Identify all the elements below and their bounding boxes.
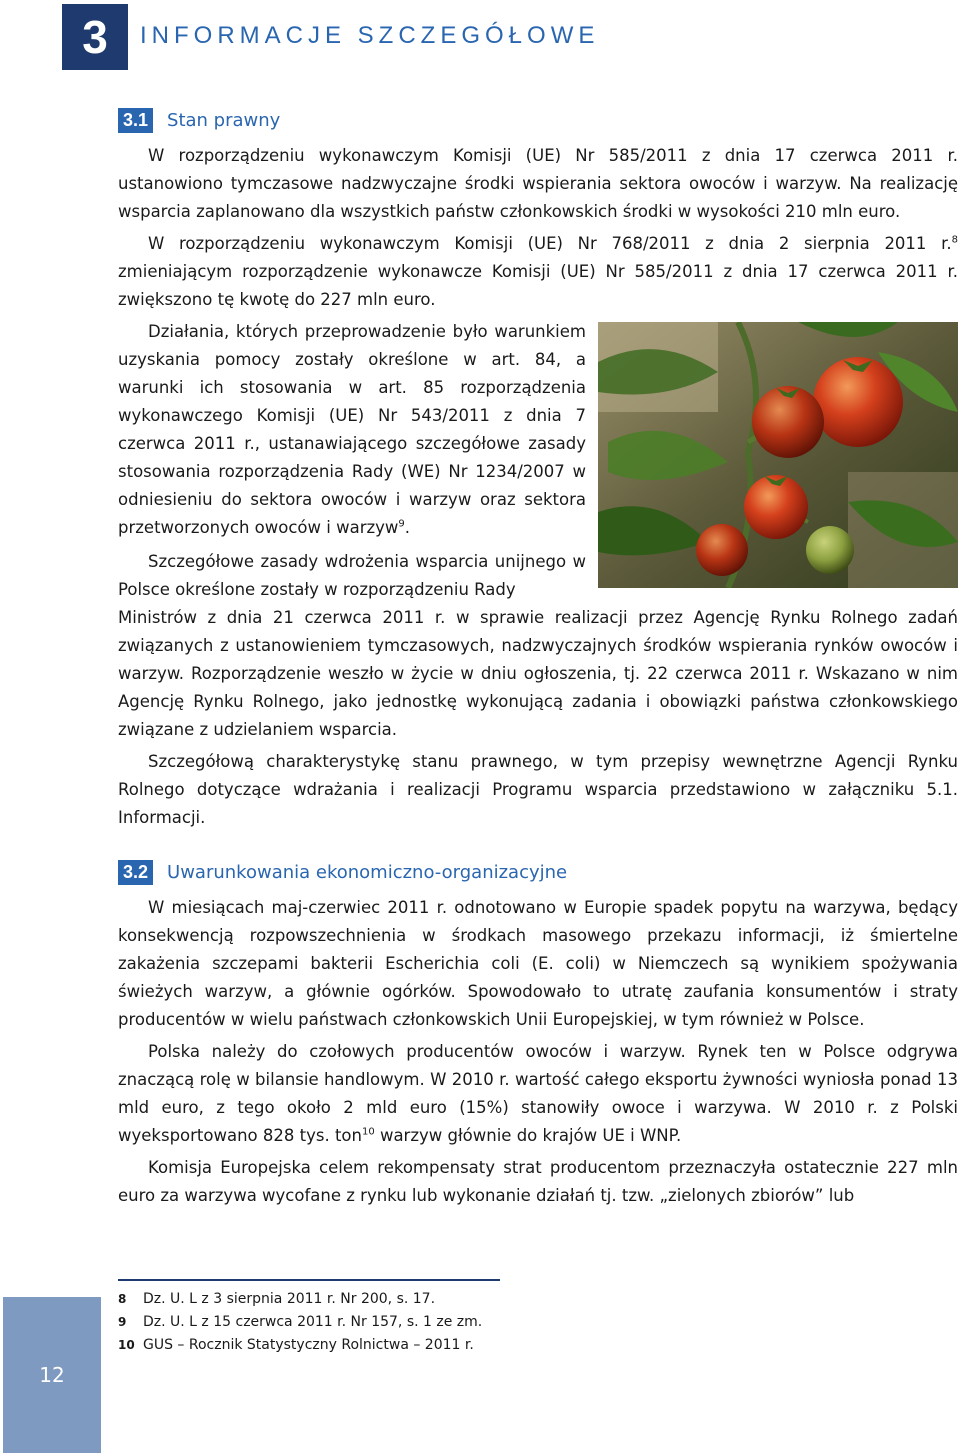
footnotes bbox=[118, 1288, 482, 1357]
section-title: Uwarunkowania ekonomiczno-organizacyjne bbox=[167, 862, 568, 883]
footnote: 9 Dz. U. L z 15 czerwca 2011 r. Nr 157, s. 1 ze zm. bbox=[118, 1314, 483, 1330]
section-title: Stan prawny bbox=[167, 110, 281, 131]
paragraph: Komisja Europejska celem rekompensaty strat producentom przeznaczyła ostatecznie 227 mln euro za warzywa wycofane z rynku lub wykonanie działań tj. tzw. „zielonych zbiorów” lub bbox=[118, 1158, 958, 1205]
footnote: 8 Dz. U. L z 3 sierpnia 2011 r. Nr 200, s. 17. bbox=[118, 1291, 436, 1307]
footnote: 10 GUS – Rocznik Statystyczny Rolnictwa – 2011 r. bbox=[118, 1337, 474, 1353]
footnote-ref: 8 bbox=[951, 234, 958, 246]
section-heading-3-1 bbox=[118, 108, 280, 133]
tomatoes-photo bbox=[598, 322, 958, 588]
paragraph: Szczegółową charakterystykę stanu prawnego, w tym przepisy wewnętrzne Agencji Rynku Rolnego dotyczące wdrażania i realizacji Programu wsparcia przedstawiono w załączniku 5.1. Informacji. bbox=[118, 752, 958, 827]
paragraph: Polska należy do czołowych producentów owoców i warzyw. Rynek ten w Polsce odgrywa znaczącą rolę w bilansie handlowym. W 2010 r. wartość całego eksportu żywności wyniosła ponad 13 mld euro, z tego około 2 mld euro (15%) stanowiły owoce i warzywa. W 2010 r. z Polski wyeksportowano 828 tys. ton$^{10}$ warzyw głównie do krajów UE i WNP. bbox=[118, 1042, 958, 1145]
section-heading-3-2 bbox=[118, 860, 567, 885]
chapter-title: INFORMACJE SZCZEGÓŁOWE bbox=[140, 22, 600, 49]
page-number: 12 bbox=[3, 1297, 101, 1453]
section-number: 3.1 bbox=[118, 108, 153, 133]
paragraph: Działania, których przeprowadzenie było warunkiem uzyskania pomocy zostały określone w art. 84, a warunki ich stosowania w art. 85 rozporządzenia wykonawczego Komisji (UE) Nr 543/2011 z dnia 7 czerwca 2011 r., ustanawiającego szczegółowe zasady stosowania rozporządzenia Rady (WE) Nr 1234/2007 w odniesieniu do sektora owoców i warzyw oraz sektora przetworzonych owoców i warzyw$^9$. bbox=[118, 322, 586, 537]
paragraph: W rozporządzeniu wykonawczym Komisji (UE) Nr 768/2011 z dnia 2 sierpnia 2011 r.$^8$ zmieniającym rozporządzenie wykonawcze Komisji (UE) Nr 585/2011 z dnia 17 czerwca 2011 r. zwiększono tę kwotę do 227 mln euro. bbox=[118, 234, 958, 309]
paragraph: W rozporządzeniu wykonawczym Komisji (UE) Nr 585/2011 z dnia 17 czerwca 2011 r. ustanowiono tymczasowe nadzwyczajne środki wspierania sektora owoców i warzyw. Na realizację wsparcia zaplanowano dla wszystkich państw członkowskich środki w wysokości 210 mln euro. bbox=[118, 146, 958, 221]
paragraph: W miesiącach maj-czerwiec 2011 r. odnotowano w Europie spadek popytu na warzywa, będący konsekwencją rozpowszechnienia w środkach masowego przekazu informacji, iż śmiertelne zakażenia szczepami bakterii Escherichia coli (E. coli) w Niemczech są wynikiem spożywania świeżych warzyw, a głównie ogórków. Spowodowało to utratę zaufania konsumentów i straty producentów w wielu państwach członkowskich Unii Europejskiej, w tym również w Polsce. bbox=[118, 898, 958, 1029]
footnote-rule bbox=[118, 1279, 500, 1281]
chapter-number: 3 bbox=[62, 4, 128, 70]
section-number: 3.2 bbox=[118, 860, 153, 885]
footnote-ref: 9 bbox=[398, 518, 405, 530]
paragraph: Szczegółowe zasady wdrożenia wsparcia unijnego w Polsce określone zostały w rozporządzeniu Rady bbox=[118, 552, 586, 599]
footnote-ref: 10 bbox=[361, 1126, 375, 1138]
paragraph-continuation: Ministrów z dnia 21 czerwca 2011 r. w sprawie realizacji przez Agencję Rynku Rolnego zadań związanych z ustanowieniem tymczasowych, nadzwyczajnych środków wspierania rynków owoców i warzyw. Rozporządzenie weszło w życie w dniu ogłoszenia, tj. 22 czerwca 2011 r. Wskazano w nim Agencję Rynku Rolnego, jako jednostkę wykonującą zadania i obowiązki państwa członkowskiego związane z udzielaniem wsparcia. bbox=[118, 608, 958, 739]
